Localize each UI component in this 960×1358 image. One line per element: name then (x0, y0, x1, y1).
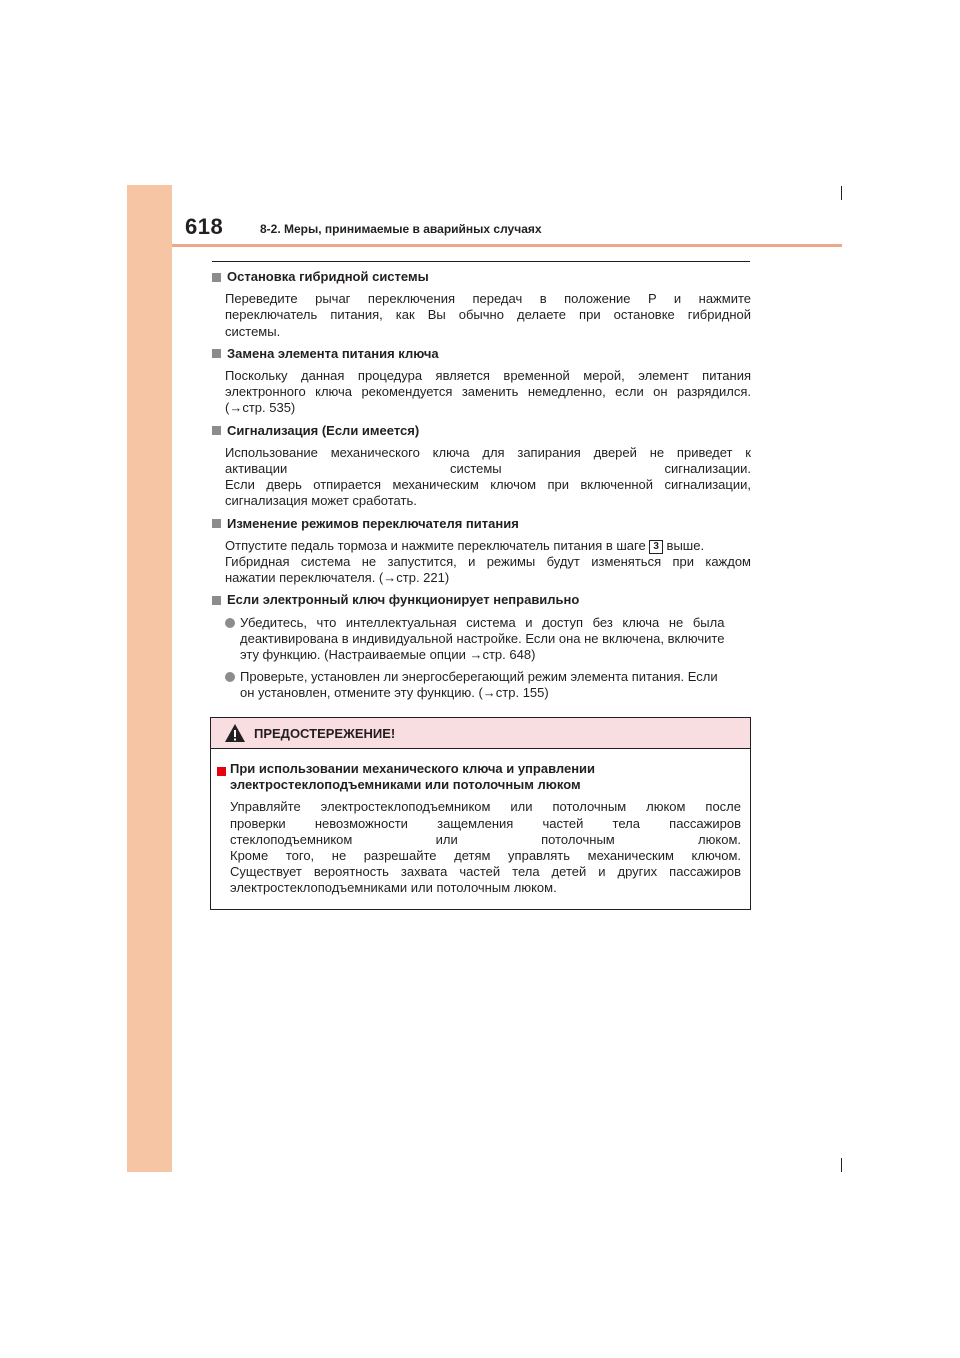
section-alarm (211, 423, 751, 510)
warning-box (210, 717, 751, 910)
section-text: Отпустите педаль тормоза и нажмите переключатель питания в шаге 3 выше. Гибридная система не запустится, и режимы будут изменяться при каждом нажатии переключателя. (→стр. 221) (225, 537, 751, 586)
square-bullet-icon (212, 426, 221, 435)
section-key-malfunction (211, 592, 751, 701)
section-text: Переведите рычаг переключения передач в положение P и нажмите переключатель питания, как Вы обычно делаете при остановке гибридной системы. (225, 291, 751, 339)
section-heading: Сигнализация (Если имеется) (211, 423, 751, 439)
section-heading: Замена элемента питания ключа (211, 346, 751, 362)
section-text: Использование механического ключа для запирания дверей не приведет к активации системы сигнализации. Если дверь отпирается механическим ключом при включенной сигнализации, сигнализация может сработать. (225, 444, 751, 509)
section-title: 8-2. Меры, принимаемые в аварийных случаях (260, 222, 542, 236)
content (211, 269, 751, 708)
warning-body (211, 749, 750, 897)
list-item: Убедитесь, что интеллектуальная система и доступ без ключа не была деактивирована в индивидуальной настройке. Если она не включена, включите эту функцию. (Настраиваемые опции →стр. 648) (225, 615, 751, 664)
section-text: Поскольку данная процедура является временной мерой, элемент питания электронного ключа рекомендуется заменить немедленно, если он разрядился. (→стр. 535) (225, 368, 751, 416)
list-item: Проверьте, установлен ли энергосберегающий режим элемента питания. Если он установлен, отмените эту функцию. (→стр. 155) (225, 669, 751, 701)
warning-text: Управляйте электростеклоподъемником или потолочным люком после проверки невозможности защемления частей тела пассажиров стеклоподъемником или потолочным люком. Кроме того, не разрешайте детям управлять механическим ключом. Существует вероятность захвата частей тела детей и других пассажиров электростеклоподъемниками или потолочным люком. (230, 799, 741, 896)
crop-mark-bottom (841, 1158, 842, 1172)
side-band (127, 185, 172, 1172)
warning-heading: При использовании механического ключа и управлении электростеклоподъемниками или потолочным люком (217, 761, 741, 793)
section-hybrid-stop (211, 269, 751, 340)
content-rule (212, 261, 750, 262)
crop-mark-top (841, 186, 842, 200)
square-bullet-icon (212, 273, 221, 282)
square-bullet-icon (212, 596, 221, 605)
circle-bullet-icon (225, 672, 235, 682)
section-heading: Изменение режимов переключателя питания (211, 516, 751, 532)
square-bullet-icon (212, 349, 221, 358)
square-bullet-icon (212, 519, 221, 528)
section-key-battery (211, 346, 751, 417)
section-power-modes (211, 516, 751, 587)
section-heading: Остановка гибридной системы (211, 269, 751, 285)
warning-triangle-icon (224, 723, 246, 743)
warning-header (211, 718, 750, 749)
page-number: 618 (185, 214, 224, 239)
circle-bullet-icon (225, 618, 235, 628)
step-number-box: 3 (649, 540, 663, 554)
section-heading: Если электронный ключ функционирует неправильно (211, 592, 751, 608)
header-rule (172, 244, 842, 247)
red-square-bullet-icon (217, 767, 226, 776)
warning-title: ПРЕДОСТЕРЕЖЕНИЕ! (254, 725, 396, 741)
